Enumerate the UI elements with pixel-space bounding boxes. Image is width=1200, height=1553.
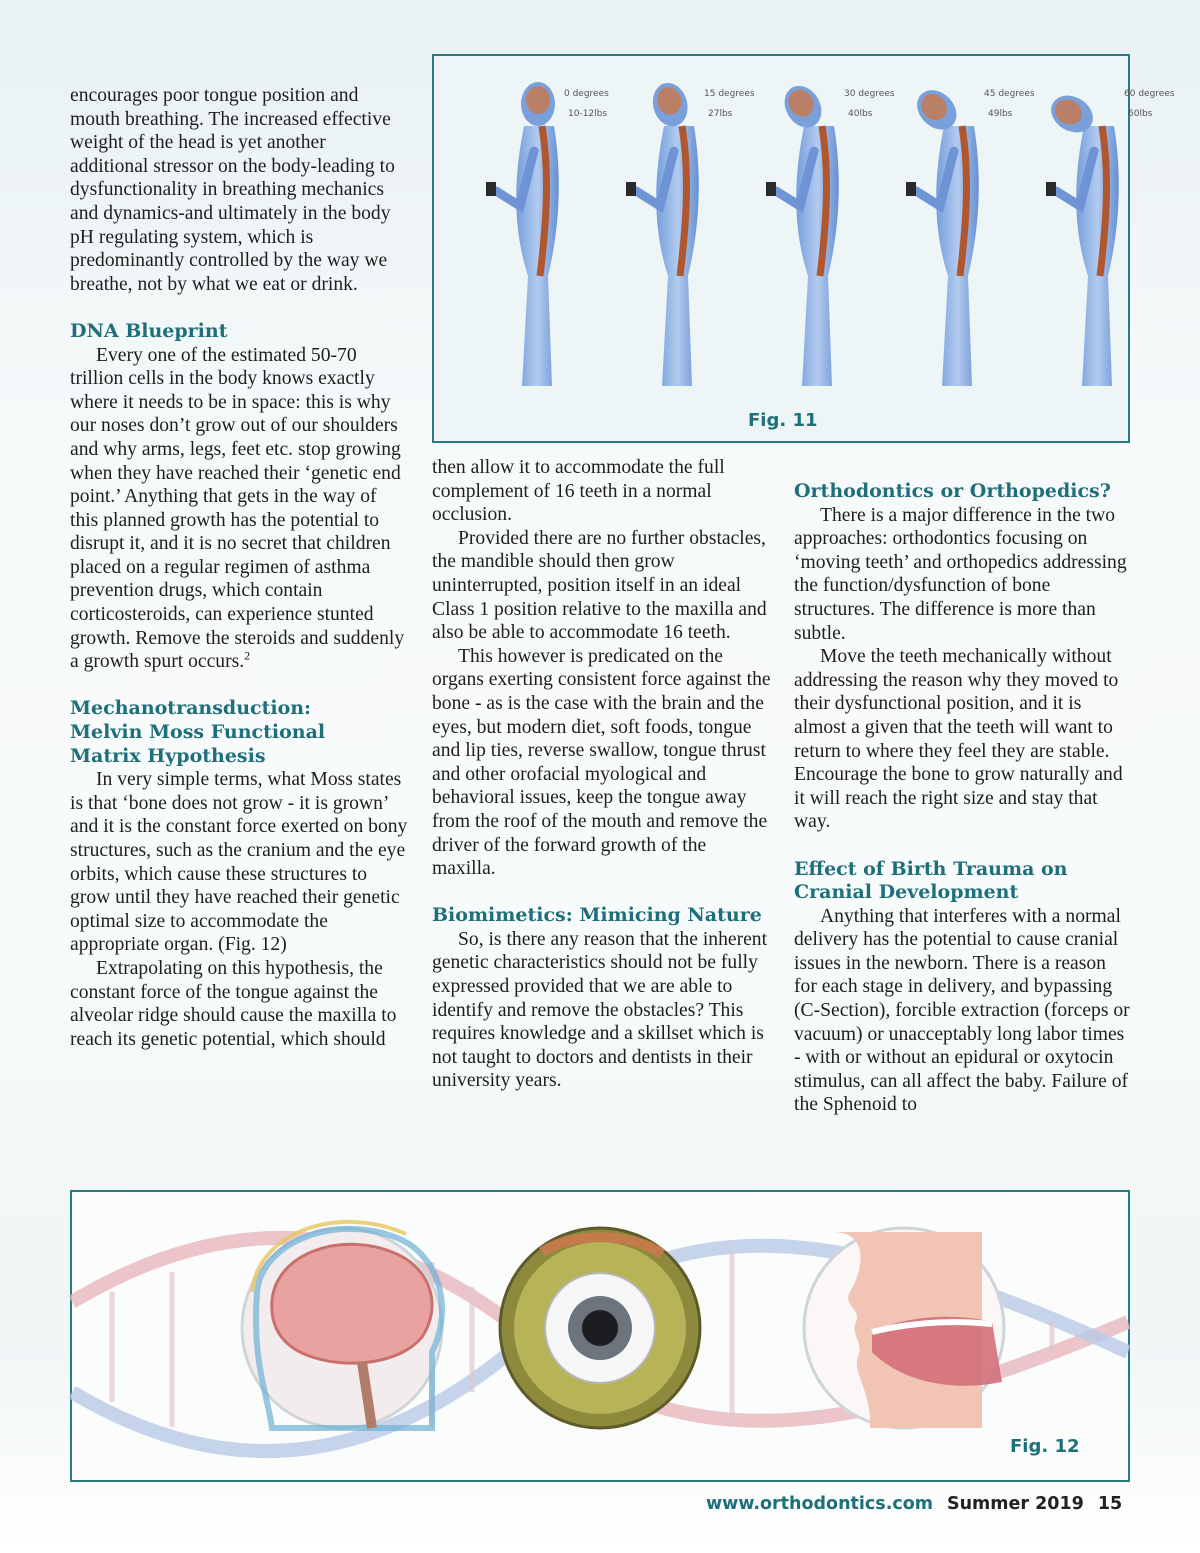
paragraph-orthodontics: There is a major difference in the two approaches: orthodontics focusing on ‘moving teeth’ and orthopedics addressing the function/dysfunction of bone structures. The difference is more than subtle. bbox=[794, 504, 1127, 644]
posture-figure bbox=[906, 82, 1035, 386]
angle-label: 15 degrees bbox=[704, 89, 755, 99]
heading-mechanotransduction bbox=[70, 697, 408, 768]
heading-biomimetics: Biomimetics: Mimicing Nature bbox=[432, 904, 762, 927]
phone-icon bbox=[1046, 182, 1056, 196]
page-number: 15 bbox=[1097, 1494, 1123, 1514]
paragraph-moss: In very simple terms, what Moss states is that ‘bone does not grow - it is grown’ and it is the constant force exerted on bony structures, such as the cranium and the eye orbits, which cause these structures to grow until they have reached their genetic optimal size to accommodate the appropriate organ. (Fig. 12) bbox=[70, 769, 408, 956]
column-3 bbox=[794, 480, 1132, 1117]
posture-figure bbox=[766, 79, 895, 386]
paragraph-provided: Provided there are no further obstacles, the mandible should then grow uninterrupted, position itself in an ideal Class 1 position relative to the maxilla and also be able to accommodate 16 teeth. bbox=[432, 527, 767, 644]
paragraph-intro: encourages poor tongue position and mouth breathing. The increased effective weight of the head is yet another additional stressor on the body-leading to dysfunctionality in breathing mechanics and dynamics-and ultimately in the body pH regulating system, which is predominantly controlled by the way we breathe, not by what we eat or drink. bbox=[70, 85, 395, 295]
phone-icon bbox=[486, 182, 496, 196]
weight-label: 49lbs bbox=[988, 109, 1013, 119]
angle-label: 45 degrees bbox=[984, 89, 1035, 99]
phone-icon bbox=[906, 182, 916, 196]
heading-dna-blueprint: DNA Blueprint bbox=[70, 319, 228, 342]
posture-figure bbox=[1044, 88, 1174, 386]
eye-illustration bbox=[500, 1228, 700, 1428]
weight-label: 10-12lbs bbox=[568, 109, 608, 119]
heading-birth-line-2: Cranial Development bbox=[794, 881, 1019, 904]
column-1 bbox=[70, 84, 408, 1051]
footer-issue: Summer 2019 bbox=[946, 1494, 1084, 1514]
angle-label: 30 degrees bbox=[844, 89, 895, 99]
angle-label: 0 degrees bbox=[564, 89, 609, 99]
weight-label: 40lbs bbox=[848, 109, 873, 119]
heading-birth-line-1: Effect of Birth Trauma on bbox=[794, 857, 1068, 880]
paragraph-however: This however is predicated on the organs exerting consistent force against the bone - as is the case with the brain and the eyes, but modern diet, soft foods, tongue and lip ties, reverse swallow, tongue thrust and other orofacial myological and behavioral issues, keep the tongue away from the roof of the mouth and remove the driver of the forward growth of the maxilla. bbox=[432, 645, 771, 880]
paragraph-continued: then allow it to accommodate the full complement of 16 teeth in a normal occlusion. bbox=[432, 457, 725, 526]
paragraph-move-teeth: Move the teeth mechanically without addressing the reason why they moved to their dysfunctional position, and it is almost a given that the teeth will want to return to where they feel they are stable. Encourage the bone to grow naturally and it will reach the right size and stay that way. bbox=[794, 646, 1123, 833]
paragraph-dna bbox=[70, 344, 408, 674]
heading-mech-line-1: Mechanotransduction: bbox=[70, 697, 312, 720]
posture-figure bbox=[626, 79, 755, 386]
posture-illustration bbox=[434, 56, 1175, 396]
figure-12-caption: Fig. 12 bbox=[1010, 1436, 1080, 1457]
weight-label: 60lbs bbox=[1128, 109, 1153, 119]
brain-illustration bbox=[242, 1222, 442, 1428]
figure-11-caption: Fig. 11 bbox=[748, 410, 818, 431]
heading-mech-line-3: Matrix Hypothesis bbox=[70, 744, 266, 767]
organ-illustration bbox=[72, 1192, 1128, 1480]
heading-birth-trauma bbox=[794, 858, 1132, 905]
paragraph-birth: Anything that interferes with a normal delivery has the potential to cause cranial issues in the newborn. There is a reason for each stage in delivery, and bypassing (C-Section), forcible extraction (forceps or vacuum) or unacceptably long labor times - with or without an epidural or oxytocin stimulus, can all affect the baby. Failure of the Sphenoid to bbox=[794, 905, 1130, 1116]
paragraph-extrapolating: Extrapolating on this hypothesis, the constant force of the tongue against the alveolar ridge should cause the maxilla to reach its genetic potential, which should bbox=[70, 957, 397, 1050]
weight-label: 27lbs bbox=[708, 109, 733, 119]
phone-icon bbox=[766, 182, 776, 196]
phone-icon bbox=[626, 182, 636, 196]
angle-label: 60 degrees bbox=[1124, 89, 1175, 99]
figure-12 bbox=[70, 1190, 1130, 1482]
page-footer bbox=[706, 1494, 1136, 1514]
posture-figure bbox=[486, 82, 609, 386]
heading-mech-line-2: Melvin Moss Functional bbox=[70, 721, 326, 744]
paragraph-biomimetics: So, is there any reason that the inherent genetic characteristics should not be fully expressed provided that we are able to identify and remove the obstacles? This requires knowledge and a skillset which is not taught to doctors and dentists in their university years. bbox=[432, 928, 768, 1092]
column-2 bbox=[432, 456, 772, 1093]
footer-url[interactable]: www.orthodontics.com bbox=[706, 1494, 933, 1514]
heading-orthodontics: Orthodontics or Orthopedics? bbox=[794, 480, 1111, 502]
paragraph-dna-text: Every one of the estimated 50-70 trillion cells in the body knows exactly where it needs to be in space: this is why our noses don’t grow out of our shoulders and why arms, legs, feet etc. stop growing when they have reached their ‘genetic end point.’ Anything that gets in the way of this planned growth has the potential to disrupt it, and it is no secret that children placed on a regular regimen of asthma prevention drugs, which contain corticosteroids, can experience stunted growth. Remove the steroids and suddenly a growth spurt occurs. bbox=[70, 344, 405, 673]
figure-11 bbox=[432, 54, 1175, 443]
footnote-ref: 2 bbox=[244, 648, 251, 663]
mouth-illustration bbox=[804, 1228, 1004, 1428]
